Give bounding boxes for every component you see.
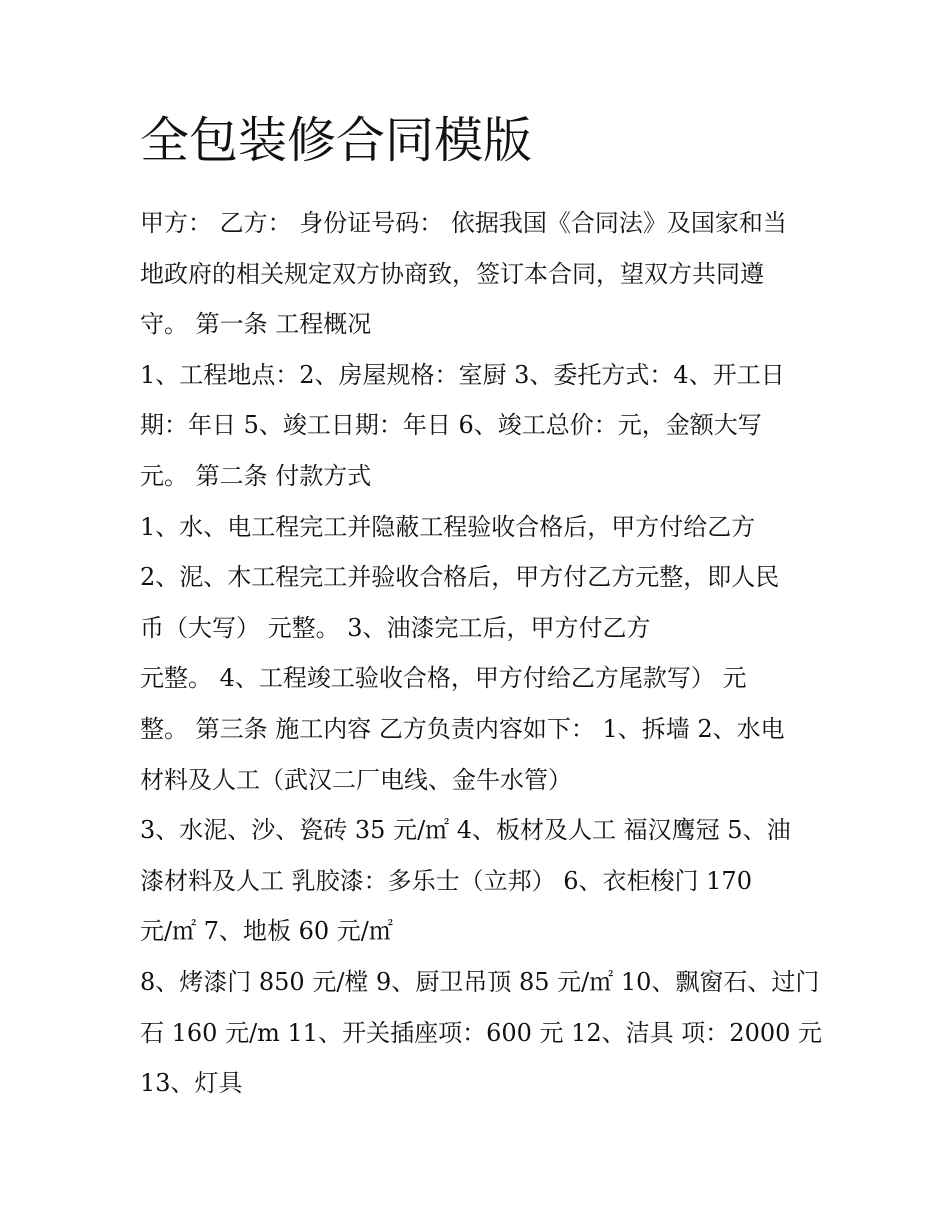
text-line-12: 材料及人工（武汉二厂电线、金牛水管）: [140, 765, 572, 794]
text-line-14: 漆材料及人工 乳胶漆：多乐士（立邦） 6、衣柜梭门 170: [140, 866, 752, 895]
document-body: [140, 203, 823, 1114]
text-line-4: 1、工程地点：2、房屋规格：室厨 3、委托方式：4、开工日: [140, 360, 785, 389]
text-line-17: 石 160 元/m 11、开关插座项：600 元 12、洁具 项：2000 元: [140, 1018, 823, 1047]
text-line-18: 13、灯具: [140, 1069, 243, 1098]
text-line-11: 整。 第三条 施工内容 乙方负责内容如下： 1、拆墙 2、水电: [140, 714, 785, 743]
text-line-15: 元/㎡ 7、地板 60 元/㎡: [140, 917, 393, 946]
text-line-7: 1、水、电工程完工并隐蔽工程验收合格后，甲方付给乙方: [140, 512, 756, 541]
text-line-3: 守。 第一条 工程概况: [140, 310, 372, 339]
text-line-13: 3、水泥、沙、瓷砖 35 元/㎡ 4、板材及人工 福汉鹰冠 5、油: [140, 816, 791, 845]
text-line-10: 元整。 4、工程竣工验收合格，甲方付给乙方尾款写） 元: [140, 664, 747, 693]
text-line-5: 期：年日 5、竣工日期：年日 6、竣工总价：元，金额大写: [140, 411, 762, 440]
text-line-9: 币（大写） 元整。 3、油漆完工后，甲方付乙方: [140, 613, 651, 642]
text-line-1: 甲方： 乙方： 身份证号码： 依据我国《合同法》及国家和当: [140, 209, 787, 237]
document-title: 全包装修合同模版: [140, 112, 533, 169]
text-line-2: 地政府的相关规定双方协商致，签订本合同，望双方共同遵: [140, 259, 764, 288]
text-line-6: 元。 第二条 付款方式: [140, 461, 372, 490]
text-line-16: 8、烤漆门 850 元/樘 9、厨卫吊顶 85 元/㎡ 10、飘窗石、过门: [140, 967, 820, 996]
text-line-8: 2、泥、木工程完工并验收合格后，甲方付乙方元整，即人民: [140, 563, 780, 592]
